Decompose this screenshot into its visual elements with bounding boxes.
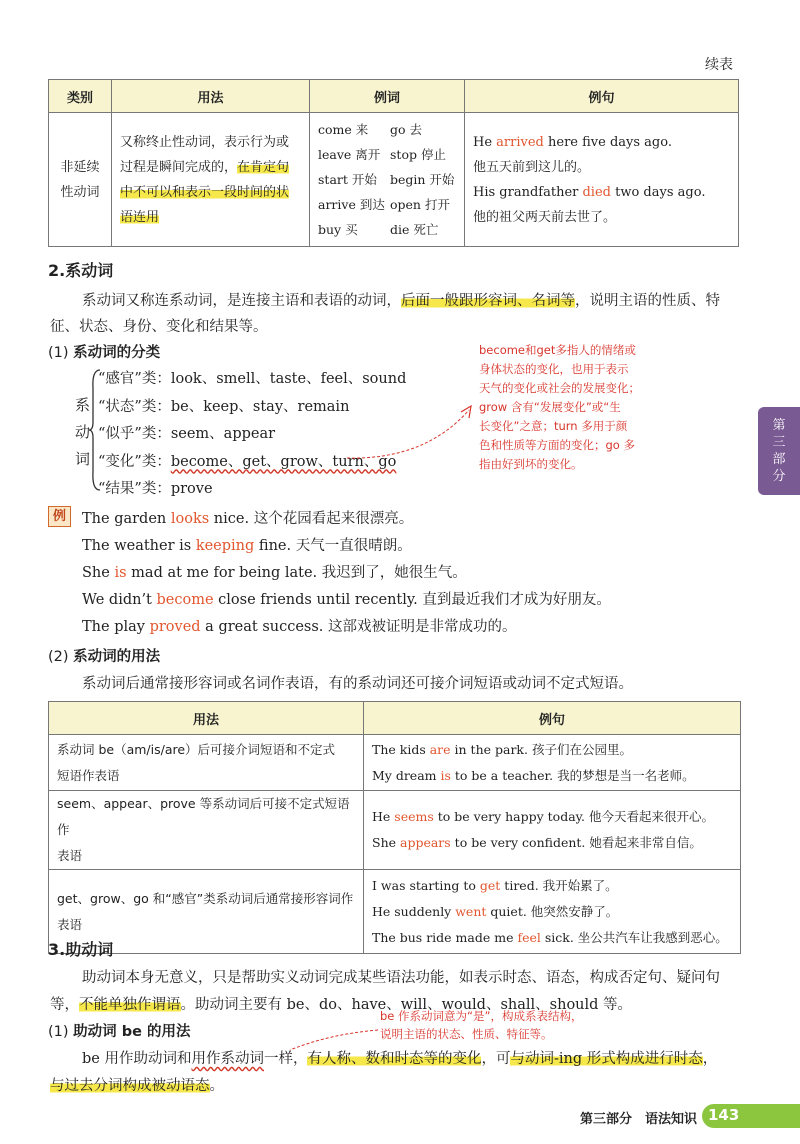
example-sentence: My dream is to be a teacher. 我的梦想是当一名老师。 bbox=[372, 767, 695, 783]
section-title: 2.系动词 bbox=[48, 261, 114, 280]
usage-highlight: 在肯定句 bbox=[237, 159, 290, 175]
category-line: 性动词 bbox=[60, 184, 100, 200]
category-cell bbox=[49, 113, 112, 247]
examples-cell bbox=[465, 113, 739, 247]
footer-label: 第三部分 语法知识 bbox=[580, 1112, 698, 1127]
word: come 来 bbox=[318, 122, 369, 137]
words-cell bbox=[310, 113, 465, 247]
example-sentence: He suddenly went quiet. 他突然安静了。 bbox=[372, 903, 619, 919]
subsection-title: (1) 助动词 be 的用法 bbox=[48, 1024, 191, 1040]
example-sentence: The kids are in the park. 孩子们在公园里。 bbox=[372, 741, 632, 757]
example-sentence: She appears to be very confident. 她看起来非常自信。 bbox=[372, 835, 702, 850]
section-title: 3.助动词 bbox=[48, 940, 114, 959]
paragraph: 助动词本身无意义，只是帮助实义动词完成某些语法功能，如表示时态、语态，构成否定句、疑问句 bbox=[82, 970, 720, 986]
example-sentence: He seems to be very happy today. 他今天看起来很开心。 bbox=[372, 809, 714, 824]
header-usage: 用法 bbox=[112, 80, 310, 113]
header-category: 类别 bbox=[49, 80, 112, 113]
paragraph: 等，不能单独作谓语。助动词主要有 be、do、have、will、would、shall、should 等。 bbox=[50, 997, 633, 1013]
example-sentence: The play proved a great success. 这部戏被证明是非常成功的。 bbox=[82, 619, 517, 635]
header-examples: 例句 bbox=[364, 702, 741, 735]
usage-table bbox=[48, 701, 741, 954]
verb-table bbox=[48, 79, 739, 247]
bracket-label: 系 动 词 bbox=[75, 396, 91, 468]
paragraph: be 用作助动词和用作系动词一样，有人称、数和时态等的变化，可与动词-ing 形式构成进行时态， bbox=[82, 1051, 718, 1067]
word: go 去 bbox=[390, 122, 423, 137]
usage-highlight: 中不可以和表示一段时间的状 bbox=[120, 184, 290, 200]
example-list bbox=[82, 506, 611, 641]
word: die 死亡 bbox=[390, 222, 439, 237]
example-sentence: The garden looks nice. 这个花园看起来很漂亮。 bbox=[82, 511, 414, 527]
paragraph: 征、状态、身份、变化和结果等。 bbox=[50, 319, 268, 335]
example-sentence: I was starting to get tired. 我开始累了。 bbox=[372, 877, 618, 893]
handwritten-note: become和get多指人的情绪或 身体状态的变化，也用于表示 天气的变化或社会的发展变化； grow 含有“发展变化”或“生 长变化”之意；turn 多用于颜 色和性质等方面的变化；go 多 指由好到坏的变化。 bbox=[479, 343, 640, 471]
page-number: 143 bbox=[708, 1106, 740, 1124]
paragraph: 系动词后通常接形容词或名词作表语，有的系动词还可接介词短语或动词不定式短语。 bbox=[82, 676, 633, 692]
usage-cell: 系动词 be（am/is/are）后可接介词短语和不定式 短语作表语 bbox=[49, 735, 364, 791]
example-translation: 他五天前到这儿的。 bbox=[473, 159, 591, 175]
header-examples: 例句 bbox=[465, 80, 739, 113]
subsection-title: (1) 系动词的分类 bbox=[48, 345, 161, 361]
type-item: “结果”类：prove bbox=[98, 481, 213, 497]
example-translation: 他的祖父两天前去世了。 bbox=[473, 209, 617, 225]
example-sentence: His grandfather died two days ago. bbox=[473, 184, 706, 200]
type-item: “感官”类：look、smell、taste、feel、sound bbox=[98, 371, 407, 387]
examples-cell bbox=[364, 735, 741, 791]
usage-cell: get、grow、go 和“感官”类系动词后通常接形容词作 表语 bbox=[49, 870, 364, 954]
continued-label: 续表 bbox=[705, 57, 733, 73]
arrow-icon bbox=[345, 400, 485, 460]
subsection-title: (2) 系动词的用法 bbox=[48, 649, 161, 665]
word: arrive 到达 bbox=[318, 197, 385, 212]
paragraph: 系动词又称连系动词，是连接主语和表语的动词，后面一般跟形容词、名词等，说明主语的性质、特 bbox=[82, 293, 720, 309]
example-tag: 例 bbox=[48, 506, 71, 527]
usage-line: 又称终止性动词，表示行为或 bbox=[120, 134, 290, 150]
example-sentence: He arrived here five days ago. bbox=[473, 134, 672, 150]
usage-highlight: 语连用 bbox=[120, 209, 160, 225]
paragraph: 与过去分词构成被动语态。 bbox=[50, 1078, 224, 1094]
type-item: “似乎”类：seem、appear bbox=[98, 426, 276, 442]
section-side-tab[interactable]: 第 三 部 分 bbox=[758, 407, 800, 495]
word: start 开始 bbox=[318, 172, 377, 187]
word: begin 开始 bbox=[390, 172, 455, 187]
type-item: “变化”类：become、get、grow、turn、go bbox=[98, 453, 397, 470]
example-sentence: The bus ride made me feel sick. 坐公共汽车让我感到恶心。 bbox=[372, 929, 728, 945]
word: buy 买 bbox=[318, 222, 358, 237]
header-words: 例词 bbox=[310, 80, 465, 113]
header-usage: 用法 bbox=[49, 702, 364, 735]
usage-cell bbox=[112, 113, 310, 247]
handwritten-note: be 作系动词意为“是”，构成系表结构， 说明主语的状态、性质、特征等。 bbox=[380, 1009, 583, 1041]
example-sentence: The weather is keeping fine. 天气一直很晴朗。 bbox=[82, 538, 412, 554]
examples-cell bbox=[364, 870, 741, 954]
word: open 打开 bbox=[390, 197, 450, 212]
word: stop 停止 bbox=[390, 147, 446, 162]
usage-line: 过程是瞬间完成的， bbox=[120, 159, 238, 175]
example-sentence: We didn’t become close friends until recently. 直到最近我们才成为好朋友。 bbox=[82, 592, 611, 608]
examples-cell bbox=[364, 791, 741, 870]
type-item: “状态”类：be、keep、stay、remain bbox=[98, 398, 350, 415]
example-sentence: She is mad at me for being late. 我迟到了，她很生气。 bbox=[82, 565, 467, 581]
word: leave 离开 bbox=[318, 147, 381, 162]
usage-cell: seem、appear、prove 等系动词后可接不定式短语作 表语 bbox=[49, 791, 364, 870]
category-line: 非延续 bbox=[60, 159, 100, 175]
